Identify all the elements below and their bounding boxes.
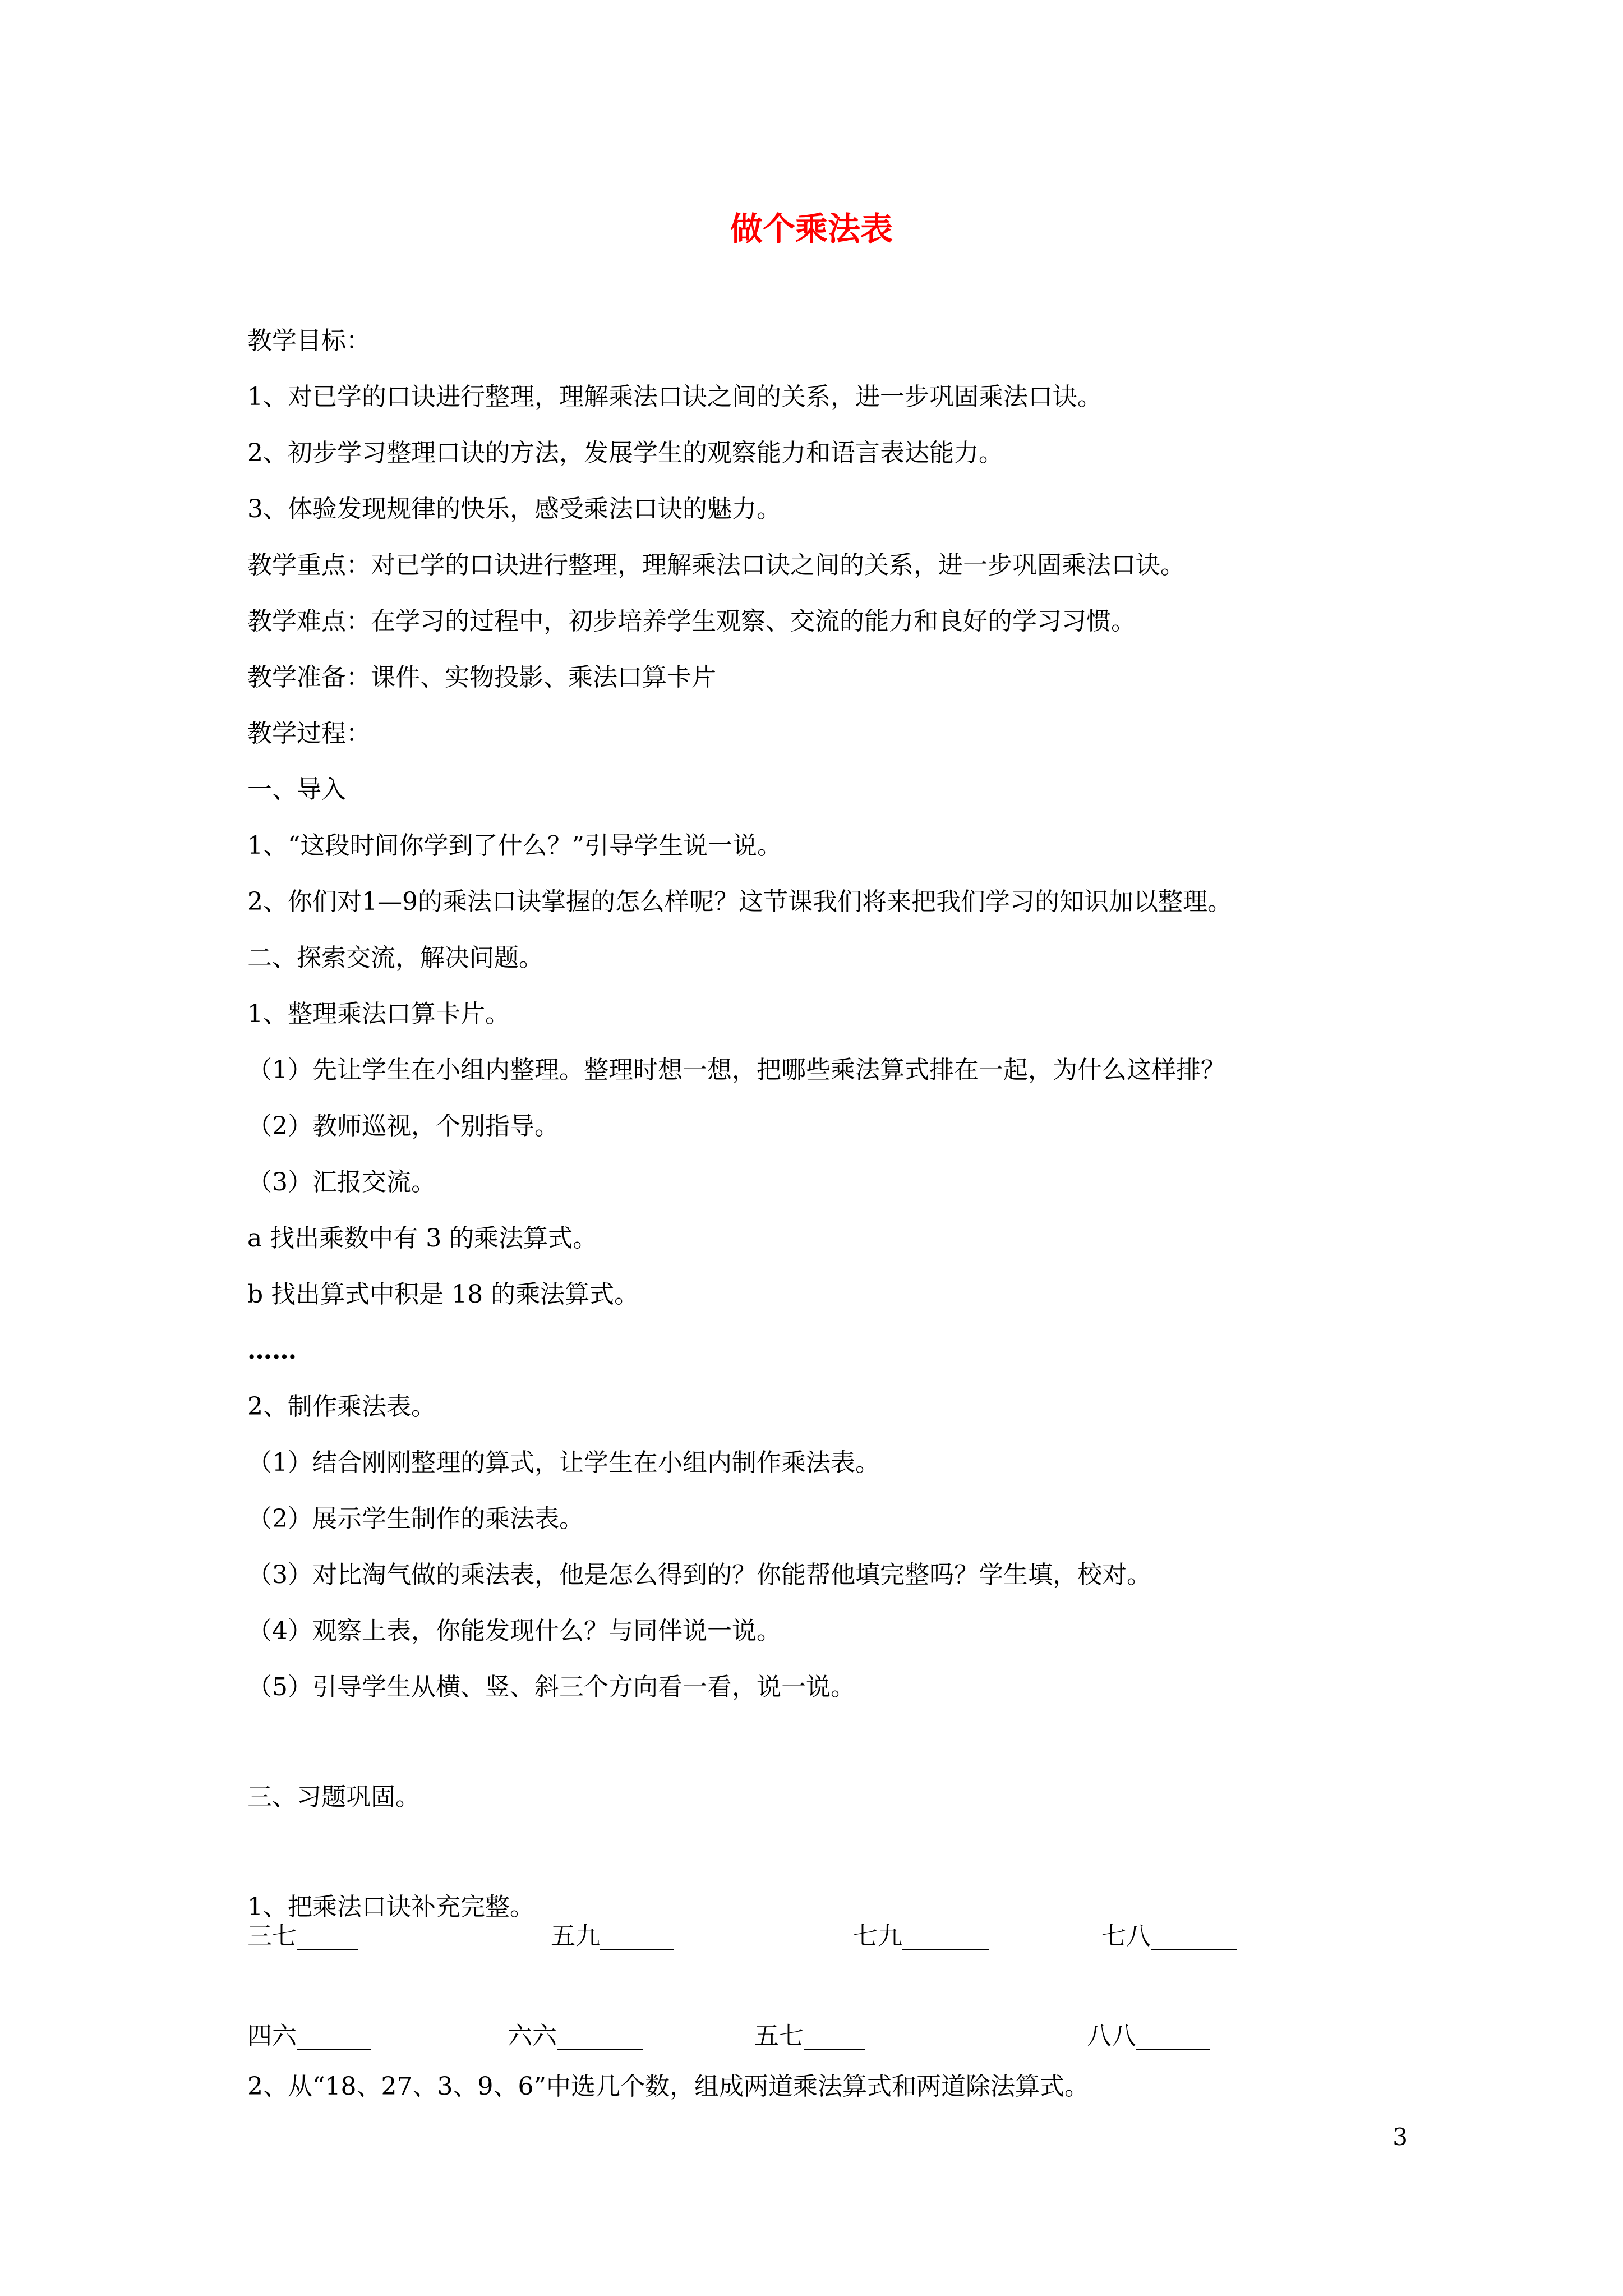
table-sub-step-3: （3）对比淘气做的乘法表，他是怎么得到的？你能帮他填完整吗？学生填，校对。 [247, 1561, 1151, 1589]
table-sub-step-4: （4）观察上表，你能发现什么？与同伴说一说。 [247, 1617, 781, 1645]
difficult-point: 教学难点：在学习的过程中，初步培养学生观察、交流的能力和良好的学习习惯。 [247, 607, 1136, 636]
page-number: 3 [1393, 2123, 1408, 2151]
blank-row1-2: 五九______ [551, 1922, 674, 1950]
intro-step-1: 1、“这段时间你学到了什么？”引导学生说一说。 [247, 831, 782, 860]
blank-row2-2: 六六_______ [508, 2022, 643, 2050]
table-sub-step-5: （5）引导学生从横、竖、斜三个方向看一看，说一说。 [247, 1673, 855, 1701]
sub-step-3: （3）汇报交流。 [247, 1168, 436, 1197]
sub-step-2: （2）教师巡视，个别指导。 [247, 1112, 559, 1140]
process-heading: 教学过程： [247, 719, 371, 748]
sub-step-1: （1）先让学生在小组内整理。整理时想一想，把哪些乘法算式排在一起，为什么这样排？ [247, 1056, 1225, 1084]
objective-3: 3、体验发现规律的快乐，感受乘法口诀的魅力。 [247, 495, 781, 523]
objective-1: 1、对已学的口诀进行整理，理解乘法口诀之间的关系，进一步巩固乘法口诀。 [247, 383, 1102, 411]
table-sub-step-1: （1）结合刚刚整理的算式，让学生在小组内制作乘法表。 [247, 1448, 880, 1477]
objectives-heading: 教学目标： [247, 326, 371, 355]
materials: 教学准备：课件、实物投影、乘法口算卡片 [247, 663, 716, 692]
section-3-heading: 三、习题巩固。 [247, 1783, 420, 1811]
exercise-2-prompt: 2、从“18、27、3、9、6”中选几个数，组成两道乘法算式和两道除法算式。 [247, 2072, 1089, 2101]
blank-row1-3: 七九_______ [853, 1922, 989, 1950]
exercise-1-prompt: 1、把乘法口诀补充完整。 [247, 1893, 534, 1921]
step-make-table: 2、制作乘法表。 [247, 1392, 436, 1421]
step-organize-cards: 1、整理乘法口算卡片。 [247, 1000, 510, 1028]
table-sub-step-2: （2）展示学生制作的乘法表。 [247, 1504, 584, 1533]
blank-row2-4: 八八______ [1087, 2022, 1210, 2050]
page-title: 做个乘法表 [730, 210, 893, 248]
section-1-heading: 一、导入 [247, 775, 346, 804]
blank-row2-3: 五七_____ [754, 2022, 865, 2050]
blank-row1-1: 三七_____ [247, 1922, 358, 1950]
item-b: b 找出算式中积是 18 的乘法算式。 [247, 1280, 639, 1309]
key-point: 教学重点：对已学的口诀进行整理，理解乘法口诀之间的关系，进一步巩固乘法口诀。 [247, 551, 1185, 579]
lesson-body [247, 324, 1403, 1947]
objective-2: 2、初步学习整理口诀的方法，发展学生的观察能力和语言表达能力。 [247, 439, 1003, 467]
intro-step-2: 2、你们对1—9的乘法口诀掌握的怎么样呢？这节课我们将来把我们学习的知识加以整理。 [247, 887, 1232, 916]
section-2-heading: 二、探索交流，解决问题。 [247, 944, 543, 972]
blank-row1-4: 七八_______ [1101, 1922, 1237, 1950]
ellipsis: …… [247, 1336, 297, 1365]
item-a: a 找出乘数中有 3 的乘法算式。 [247, 1224, 598, 1253]
blank-row2-1: 四六______ [247, 2022, 371, 2050]
